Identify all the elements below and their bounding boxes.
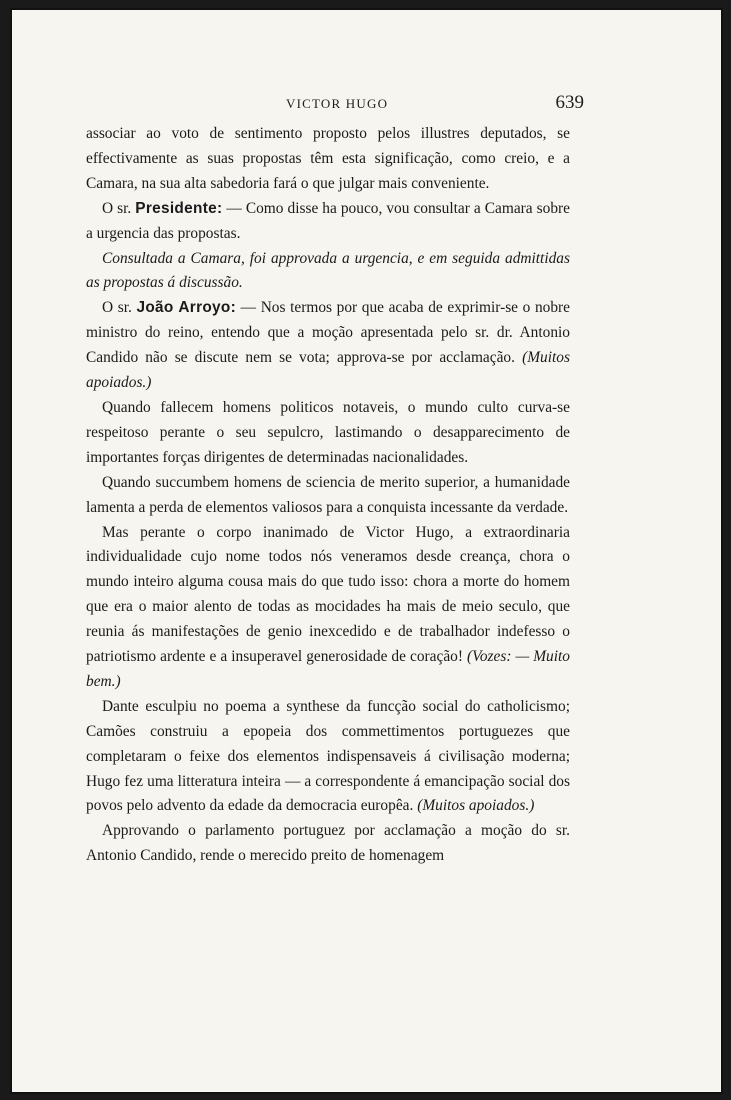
paragraph: Quando succumbem homens de sciencia de merito superior, a humanidade lamenta a perda de elementos valiosos para a conquista incessante da verdade. bbox=[86, 473, 570, 516]
paragraph: Approvando o parlamento portuguez por acclamação a moção do sr. Antonio Candido, rende o merecido preito de homenagem bbox=[86, 822, 570, 865]
running-title: VICTOR HUGO bbox=[286, 96, 389, 111]
running-header bbox=[108, 92, 584, 116]
speaker-name: João Arroyo: bbox=[136, 299, 237, 317]
paragraph: Mas perante o corpo inanimado de Victor Hugo, a extraordinaria individualidade cujo nome todos nós veneramos desde creança, chora o mundo inteiro alguma cousa mais do que tudo isso: chora a morte do homem que era o maior alento de todas as mocidades ha mais de meio seculo, que reunia ás manifestações de genio inexcedido e de trabalhador indefesso o patriotismo ardente e a insuperavel generosidade de coração! (Vozes: — Muito bem.) bbox=[86, 523, 570, 690]
page-body bbox=[86, 122, 570, 869]
paragraph-joao-arroyo: O sr. João Arroyo: — Nos termos por que acaba de exprimir-se o nobre ministro do reino, entendo que a moção apresentada pelo sr. dr. Antonio Candido não se discute nem se vota; approva-se por acclamação. (Muitos apoiados.) bbox=[86, 299, 570, 392]
paragraph: Dante esculpiu no poema a synthese da funcção social do catholicismo; Camões construiu a epopeia dos commettimentos portuguezes que completaram o feixe dos elementos indispensaveis á civilisação moderna; Hugo fez uma litteratura inteira — a correspondente á emancipação social dos povos pelo advento da edade da democracia europêa. (Muitos apoiados.) bbox=[86, 697, 570, 815]
paragraph: Quando fallecem homens politicos notaveis, o mundo culto curva-se respeitoso perante o seu sepulcro, lastimando o desapparecimento de importantes forças dirigentes de determinadas nacionalidades. bbox=[86, 398, 570, 466]
paragraph-presidente: O sr. Presidente: — Como disse ha pouco, vou consultar a Camara sobre a urgencia das propostas. bbox=[86, 199, 570, 242]
aside-note: (Muitos apoiados.) bbox=[86, 349, 570, 392]
aside-note: (Muitos apoiados.) bbox=[417, 797, 535, 815]
speaker-name: Presidente: bbox=[135, 199, 223, 217]
paragraph-continuation: associar ao voto de sentimento proposto pelos illustres deputados, se effectivamente as suas propostas têm esta significação, como creio, e a Camara, na sua alta sabedoria fará o que julgar mais conveniente. bbox=[86, 125, 570, 192]
aside-note: (Vozes: — Muito bem.) bbox=[86, 648, 570, 690]
paragraph-procedural-note: Consultada a Camara, foi approvada a urgencia, e em seguida admittidas as propostas á discussão. bbox=[86, 249, 570, 292]
page-number: 639 bbox=[555, 92, 584, 113]
